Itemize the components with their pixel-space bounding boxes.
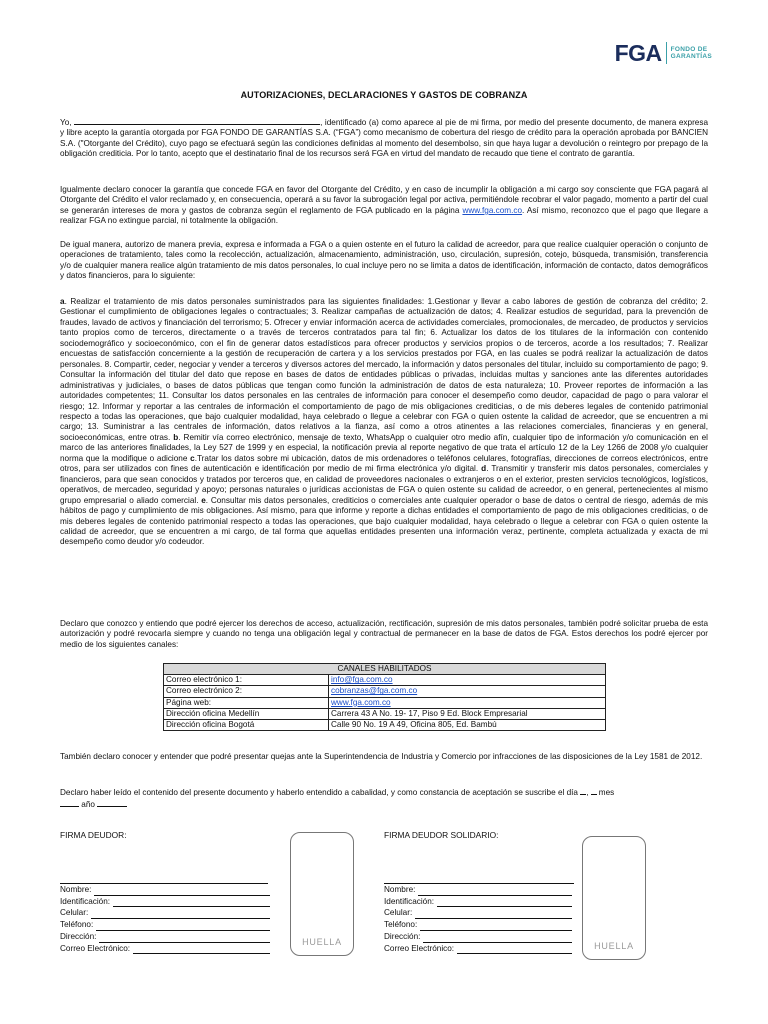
table-row bbox=[164, 697, 606, 708]
field-label: Identificación: bbox=[384, 896, 435, 906]
channel-value: Carrera 43 A No. 19- 17, Piso 9 Ed. Block Empresarial bbox=[329, 708, 606, 719]
item-e-label: e bbox=[201, 495, 206, 505]
debtor-field-row bbox=[60, 884, 270, 896]
p1-prefix: Yo, bbox=[60, 118, 75, 127]
field-label: Dirección: bbox=[384, 931, 421, 941]
co-debtor-name-field[interactable] bbox=[418, 887, 572, 896]
fga-logo bbox=[615, 40, 712, 66]
date-text-2: mes bbox=[596, 788, 615, 797]
name-blank bbox=[74, 116, 320, 125]
channels-header: CANALES HABILITADOS bbox=[164, 664, 606, 675]
paragraph-purposes bbox=[60, 297, 708, 548]
month-blank bbox=[60, 798, 79, 807]
debtor-address-field[interactable] bbox=[99, 934, 270, 943]
co-debtor-email-field[interactable] bbox=[457, 945, 572, 954]
table-row bbox=[164, 720, 606, 731]
logo-sub-line2: GARANTÍAS bbox=[670, 53, 712, 60]
co-debtor-field-row bbox=[384, 919, 572, 931]
field-label: Nombre: bbox=[384, 885, 416, 894]
field-label: Correo Electrónico: bbox=[384, 943, 455, 953]
co-debtor-fingerprint-box[interactable] bbox=[582, 836, 646, 960]
channels-header-row bbox=[164, 664, 606, 675]
debtor-fields bbox=[60, 884, 270, 954]
item-a-text: . Realizar el tratamiento de mis datos personales suministrados para las siguientes finalidades: 1.Gestionar y llevar a cabo labores de gestión de cobranza del crédito; 2. Gestionar el cumplimiento de obligaciones legales o contractuales; 3. Realizar campañas de actualización de datos; 4. Realizar estudios de seguridad, para la prevención de fraudes, lavado de activos y financiación del terrorismo; 5. Ofrecer y enviar información acerca de actividades comerciales, promocionales, de mercadeo, de productos y servicios tanto propios como de terceros, directamente o a través de terceros contratados para tal fin; 6. Actualizar los datos de los titulares de la información con contenido sociodemográfico y socioeconómico, con el fin de generar datos estadísticos para ofrecer productos y servicios propios o de terceros, acorde a los resultados; 7. Realizar encuestas de satisfacción concerniente a la gestión de recuperación de cartera y a los servicios prestados por FGA, en las cuales se podrá realizar la actualización de datos personales. 8. Compartir, ceder, negociar y vender a terceros y diversos actores del mercado, la información y datos personales del titular, incluido su comportamiento de pago; 9. Consultar la información del titular del dato que repose en bases de datos de entidades públicas o privadas, incluidas multas y sanciones ante las diferentes autoridades administrativas y judiciales, o bases de datos públicas que tengan como función la administración de datos de esta naturaleza; 10. Proveer reportes de información a las autoridades competentes; 11. Consultar los datos personales en las centrales de información para conocer el desempeño como deudor, capacidad de pago o para valorar el riesgo; 12. Informar y reportar a las centrales de información el comportamiento de pago de mis obligaciones crediticias, o de mis deberes legales de contenido patrimonial respecto a todas las operaciones, que bajo cualquier modalidad, haya celebrado o llegue a celebrar con FGA o quien ostente la calidad de acreedor, que se encuentren a mi cargo; 13. Suministrar a las centrales de información, datos relativos a la fianza, así como a otros atinentes a las relaciones comerciales, financieras y en general, socioeconómicas, entre otras. bbox=[60, 297, 708, 442]
item-c-text: .Tratar los datos sobre mi ubicación, datos de mis ordenadores o teléfonos celulares, fotografías, direcciones de correos electrónicos, entre otros, para ser utilizados con fines de autenticación e identificación por medio de mi firma electrónica y/o digital. bbox=[60, 453, 709, 474]
field-label: Celular: bbox=[60, 908, 89, 918]
field-label: Teléfono: bbox=[384, 920, 418, 930]
field-label: Identificación: bbox=[60, 896, 111, 906]
day-blank-1 bbox=[580, 786, 586, 795]
item-b-label: b bbox=[173, 432, 179, 442]
channel-value: Calle 90 No. 19 A 49, Oficina 805, Ed. Bambú bbox=[329, 720, 606, 731]
channel-label: Correo electrónico 2: bbox=[164, 686, 329, 697]
channel-value bbox=[329, 697, 606, 708]
debtor-signature-title: FIRMA DEUDOR: bbox=[60, 830, 127, 840]
channel-label: Correo electrónico 1: bbox=[164, 675, 329, 686]
channel-value bbox=[329, 686, 606, 697]
debtor-email-field[interactable] bbox=[133, 945, 270, 954]
logo-brand: FGA bbox=[614, 39, 662, 66]
co-debtor-address-field[interactable] bbox=[423, 934, 572, 943]
channel-label: Dirección oficina Medellín bbox=[164, 708, 329, 719]
field-label: Celular: bbox=[384, 908, 413, 918]
co-debtor-signature-title: FIRMA DEUDOR SOLIDARIO: bbox=[384, 830, 499, 840]
fingerprint-label: HUELLA bbox=[302, 937, 342, 947]
field-label: Teléfono: bbox=[60, 920, 94, 930]
debtor-field-row bbox=[60, 919, 270, 931]
channel-label: Dirección oficina Bogotá bbox=[164, 720, 329, 731]
logo-sub-line1: FONDO DE bbox=[670, 45, 708, 53]
paragraph-complaints: También declaro conocer y entender que podré presentar quejas ante la Superintendencia de Industria y Comercio por infracciones de las disposiciones de la Ley 1581 de 2012. bbox=[60, 752, 703, 761]
field-label: Correo Electrónico: bbox=[60, 943, 131, 953]
year-blank bbox=[97, 798, 127, 807]
paragraph-acceptance-date: Declaro haber leído el contenido del presente documento y haberlo entendido a cabalidad, y como constancia de aceptación se suscribe el día , mes año bbox=[60, 788, 615, 810]
p1-rest: , identificado (a) como aparece al pie de mi firma, por medio del presente documento, de manera expresa y libre acepto la garantía otorgada por FGA FONDO DE GARANTÍAS S.A. (“FGA”) como mecanismo de cobertura del riesgo de crédito para la operación aprobada por BANCIEN S.A. ("Otorgante del Crédito), cuyo pago se efectuará según las condiciones definidas al momento del desembolso, sin que haya lugar a devolución o reintegro por prepago de la obligación crediticia. Por lo tanto, acepto que el destinatario final de los recursos será FGA en virtud del mandato de recaudo que tiene el contrato de garantía. bbox=[60, 118, 708, 159]
channels-table bbox=[163, 663, 606, 731]
item-e-text: . Consultar mis datos personales, crediticios o comerciales ante cualquier operador o base de datos o central de riesgo, además de mis hábitos de pago y cumplimiento de mis obligaciones. Así mismo, para que informe y reporte a dichas entidades el comportamiento de pago de mis obligaciones crediticias, o de mis deberes legales de contenido patrimonial respecto a todas las operaciones, que bajo cualquier modalidad, haya celebrado o llegue a celebrar con FGA o quien ostente la calidad de acreedor, que se encuentren a mi cargo, de tal forma que aquellas entidades presenten una información veraz, pertinente, completa actualizada y exacta de mi desempeño como deudor y/o codeudor. bbox=[60, 495, 708, 547]
logo-subtitle bbox=[671, 46, 712, 61]
field-label: Nombre: bbox=[60, 885, 92, 894]
co-debtor-id-field[interactable] bbox=[437, 898, 572, 907]
paragraph-guarantee bbox=[60, 185, 708, 227]
co-debtor-field-row bbox=[384, 931, 572, 943]
paragraph-rights: Declaro que conozco y entiendo que podré ejercer los derechos de acceso, actualización, rectificación, supresión de mis datos personales, también podré solicitar prueba de esta autorización y podré revocarla siempre y cuando no tenga una obligación legal y contractual de permanecer en la base de datos de FGA. Estos derechos los podré ejercer por medio de los siguientes canales: bbox=[60, 619, 708, 649]
debtor-fingerprint-box[interactable] bbox=[290, 832, 354, 956]
debtor-field-row bbox=[60, 896, 270, 908]
date-text-1: Declaro haber leído el contenido del presente documento y haberlo entendido a cabalidad, y como constancia de aceptación se suscribe el día bbox=[60, 788, 581, 797]
table-row bbox=[164, 686, 606, 697]
table-row bbox=[164, 708, 606, 719]
debtor-field-row bbox=[60, 931, 270, 943]
item-c-label: c bbox=[190, 453, 195, 463]
fga-website-link[interactable]: www.fga.com.co bbox=[462, 205, 523, 215]
paragraph-authorization: De igual manera, autorizo de manera previa, expresa e informada a FGA o a quien ostente en el futuro la calidad de acreedor, para que realice cualquier operación o conjunto de operaciones de tratamiento, tales como la recolección, actualización, almacenamiento, administración, uso, circulación, supresión, cotejo, búsqueda, transmisión, transferencia y/o de cualquier manera realice algún tratamiento de mis datos personales, lo cual incluye pero no se limita a datos de identificación, información de contacto, datos demográficos y datos financieros, para lo siguiente: bbox=[60, 240, 708, 281]
debtor-phone-field[interactable] bbox=[96, 922, 270, 931]
debtor-name-field[interactable] bbox=[94, 887, 270, 896]
website-link[interactable]: www.fga.com.co bbox=[331, 697, 391, 707]
date-text-3: año bbox=[79, 800, 98, 810]
co-debtor-field-row bbox=[384, 884, 572, 896]
debtor-field-row bbox=[60, 907, 270, 919]
item-a-label: a bbox=[60, 297, 65, 306]
co-debtor-cell-field[interactable] bbox=[415, 910, 572, 919]
item-d-text: . Transmitir y transferir mis datos personales, comerciales y financieros, para que sean conocidos y tratados por terceros que, en calidad de proveedores nacionales o extranjeros o en el exterior, presten servicios tecnológicos, logísticos, operativos, de mercadeo, seguridad y apoyo; personas naturales o jurídicas accionistas de FGA o quien ostente su calidad de acreedor, o en general, pertenecientes al mismo grupo empresarial o aliado comercial. bbox=[60, 464, 709, 505]
co-debtor-fields bbox=[384, 884, 572, 954]
co-debtor-field-row bbox=[384, 896, 572, 908]
logo-separator bbox=[666, 42, 667, 64]
channel-label: Página web: bbox=[164, 697, 329, 708]
debtor-id-field[interactable] bbox=[113, 898, 270, 907]
p2-after-link: . Así mismo, reconozco que el pago que llegare a realizar FGA no extingue parcial, ni totalmente la obligación. bbox=[60, 205, 709, 226]
paragraph-acceptance bbox=[60, 116, 708, 160]
document-title: AUTORIZACIONES, DECLARACIONES Y GASTOS DE COBRANZA bbox=[240, 90, 528, 100]
co-debtor-field-row bbox=[384, 943, 572, 955]
fingerprint-label: HUELLA bbox=[594, 941, 634, 951]
table-row bbox=[164, 675, 606, 686]
co-debtor-phone-field[interactable] bbox=[420, 922, 572, 931]
debtor-field-row bbox=[60, 943, 270, 955]
email-1-link[interactable]: info@fga.com.co bbox=[331, 675, 393, 685]
channel-value bbox=[329, 675, 606, 686]
item-d-label: d bbox=[481, 464, 487, 474]
p2-before-link: Igualmente declaro conocer la garantía que concede FGA en favor del Otorgante del Crédito, y en caso de incumplir la obligación a mi cargo soy consciente que FGA pagará al Otorgante del Crédito el valor reclamado y, en consecuencia, operará a su favor la subrogación legal por activa, permitiéndole recobrar el valor pagado, momento a partir del cual se generarán intereses de mora y gastos de cobranza según el reglamento de FGA publicado en la página bbox=[60, 185, 708, 215]
item-b-text: . Remitir vía correo electrónico, mensaje de texto, WhatsApp o cualquier otro medio afín, cualquier tipo de información y/o comunicación en el marco de las anteriores finalidades, la Ley 527 de 1999 y en especial, la notificación previa al reporte negativo de que trata el artículo 12 de la Ley 1266 de 2008 y/o cualquier norma que la modifique o adicione bbox=[60, 432, 708, 463]
debtor-cell-field[interactable] bbox=[91, 910, 270, 919]
field-label: Dirección: bbox=[60, 931, 97, 941]
co-debtor-field-row bbox=[384, 907, 572, 919]
email-2-link[interactable]: cobranzas@fga.com.co bbox=[331, 686, 418, 696]
